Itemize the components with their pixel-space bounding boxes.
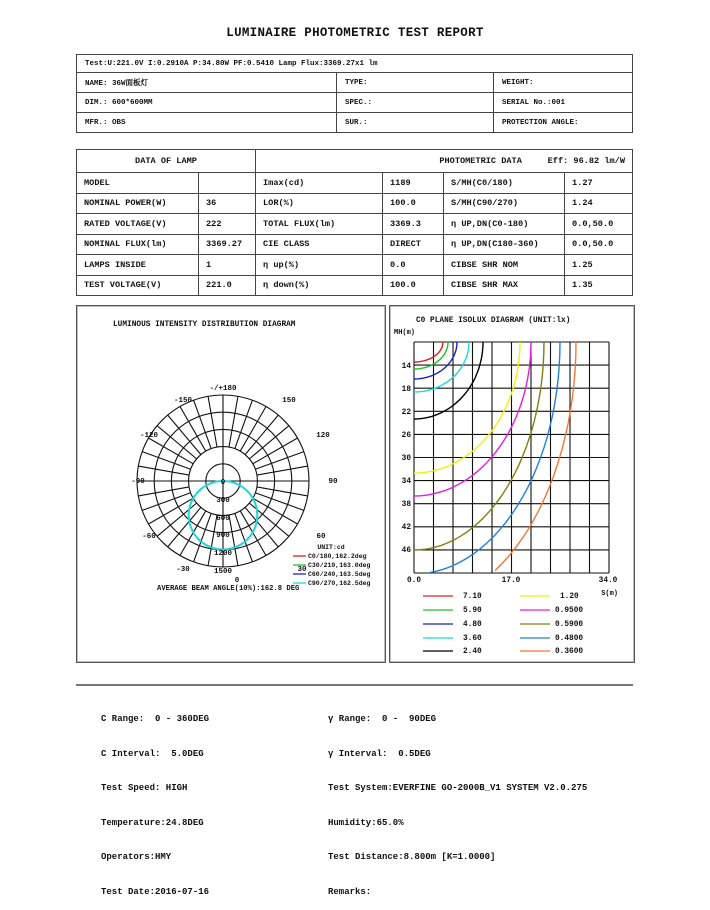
photometric-label: LOR(%) [256,193,383,214]
test-distance: Test Distance:8.800m [K=1.0000] [328,852,496,862]
polar-diagram-title: LUMINOUS INTENSITY DISTRIBUTION DIAGRAM [113,321,296,329]
y-tick: 42 [401,524,411,532]
isolux-panel [389,305,635,663]
photometric-value: 100.0 [383,193,444,214]
angle-label: 60 [316,533,326,541]
lamp-value [199,173,256,194]
legend-value: 0.5900 [555,621,584,629]
ring-label: 600 [216,515,230,523]
legend-value: 4.80 [463,621,482,629]
type-field: TYPE: [337,73,494,93]
lamp-value: 221.0 [199,275,256,296]
photometric-value: 0.0,50.0 [565,234,633,255]
table-row [77,275,633,296]
angle-label: -150 [173,397,193,405]
y-tick: 34 [401,478,411,486]
isolux-diagram-title: C0 PLANE ISOLUX DIAGRAM (UNIT:lx) [416,317,571,325]
legend-value: 0.3600 [555,648,584,656]
isolux-diagram [390,306,634,662]
gamma-range: γ Range: 0 - 90DEG [328,714,437,724]
temperature: Temperature:24.8DEG [101,817,204,828]
x-tick: 0.0 [406,577,422,585]
legend-label: C90/270,162.5deg [308,580,371,587]
photometric-value: 0.0,50.0 [565,214,633,235]
lamp-label: TEST VOLTAGE(V) [77,275,199,296]
footer-right [328,691,587,910]
ring-label: 900 [216,532,230,540]
lamp-label: RATED VOLTAGE(V) [77,214,199,235]
photometric-value: 0.0 [383,255,444,276]
y-tick: 14 [401,363,411,371]
name-field: NAME: 36W面板灯 [77,73,337,93]
photometric-value: 1189 [383,173,444,194]
photometric-label: η UP,DN(C180-360) [444,234,565,255]
legend-value: 2.40 [463,648,482,656]
angle-label: 90 [328,478,338,486]
photometric-value: 3369.3 [383,214,444,235]
legend-label: C60/240,163.5deg [308,571,371,578]
x-tick: 34.0 [598,577,618,585]
photometric-label: η up(%) [256,255,383,276]
photometric-value: 1.27 [565,173,633,194]
photometric-value: 1.25 [565,255,633,276]
y-tick: 26 [401,432,411,440]
c-interval: C Interval: 5.0DEG [101,748,204,759]
photometric-label: η UP,DN(C0-180) [444,214,565,235]
table-row [77,255,633,276]
ring-label: 1500 [213,568,233,576]
test-conditions: Test:U:221.0V I:0.2910A P:34.80W PF:0.5410 Lamp Flux:3369.27x1 lm [77,55,633,73]
y-tick: 18 [401,386,411,394]
photometric-value: 1.24 [565,193,633,214]
operators: Operators:HMY [101,852,172,862]
y-axis-label: MH(m) [394,329,416,337]
photometric-label: CIBSE SHR NOM [444,255,565,276]
legend-label: C0/180,162.2deg [308,553,367,560]
x-tick: 17.0 [501,577,521,585]
legend-value: 1.20 [560,593,579,601]
photometric-data-header: PHOTOMETRIC DATA Eff: 96.82 lm/W [256,150,633,173]
photometric-label: TOTAL FLUX(lm) [256,214,383,235]
angle-label: 150 [282,397,296,405]
footer-left [101,691,209,910]
photometric-label: CIE CLASS [256,234,383,255]
legend-value: 7.10 [463,593,482,601]
photometric-label: CIBSE SHR MAX [444,275,565,296]
photometric-label: S/MH(C90/270) [444,193,565,214]
luminous-intensity-panel [76,305,386,663]
photometric-value: 1.35 [565,275,633,296]
lamp-label: LAMPS INSIDE [77,255,199,276]
table-row [77,234,633,255]
y-tick: 46 [401,547,411,555]
photometric-label: S/MH(C0/180) [444,173,565,194]
test-speed: Test Speed: HIGH [101,783,188,793]
lamp-label: MODEL [77,173,199,194]
y-tick: 38 [401,501,411,509]
table-row [77,193,633,214]
x-axis-label: S(m) [601,590,618,598]
data-of-lamp-header: DATA OF LAMP [77,150,256,173]
polar-diagram [77,306,385,662]
angle-label: -30 [176,566,190,574]
report-title: LUMINAIRE PHOTOMETRIC TEST REPORT [226,26,484,40]
lamp-value: 36 [199,193,256,214]
c-range: C Range: 0 - 360DEG [101,714,210,724]
angle-label: 30 [297,566,307,574]
lamp-value: 222 [199,214,256,235]
lamp-label: NOMINAL POWER(W) [77,193,199,214]
remarks: Remarks: [328,886,372,897]
angle-label: -60 [142,533,156,541]
legend-value: 3.60 [463,635,482,643]
photometric-label: η down(%) [256,275,383,296]
angle-label: 0 [234,577,240,585]
ring-label: 0 [220,479,226,487]
mfr-field: MFR.: OBS [77,113,337,133]
legend-label: C30/210,163.0deg [308,562,371,569]
legend-value: 0.9500 [555,607,584,615]
legend-value: 0.4800 [555,635,584,643]
lamp-label: NOMINAL FLUX(lm) [77,234,199,255]
test-system: Test System:EVERFINE GO-2000B_V1 SYSTEM V2.0.275 [328,783,588,793]
angle-label: -120 [139,432,159,440]
test-date: Test Date:2016-07-16 [101,886,210,897]
weight-field: WEIGHT: [494,73,633,93]
lamp-value: 1 [199,255,256,276]
dim-field: DIM.: 600*600MM [77,93,337,113]
photometric-value: 100.0 [383,275,444,296]
sur-field: SUR.: [337,113,494,133]
table-row [77,214,633,235]
table-row [77,173,633,194]
humidity: Humidity:65.0% [328,817,404,828]
beam-angle-label: AVERAGE BEAM ANGLE(10%):162.8 DEG [157,585,300,593]
luminaire-info-table [76,54,633,133]
lamp-photometric-table [76,149,633,296]
angle-label: -90 [131,478,145,486]
angle-label: -/+180 [209,385,237,393]
legend-value: 5.90 [463,607,482,615]
photometric-value: DIRECT [383,234,444,255]
y-tick: 22 [401,409,411,417]
lamp-value: 3369.27 [199,234,256,255]
photometric-label: Imax(cd) [256,173,383,194]
protection-angle-field: PROTECTION ANGLE: [494,113,633,133]
ring-label: 300 [216,497,230,505]
footer-divider [76,684,633,686]
unit-label: UNIT:cd [317,544,345,551]
y-tick: 30 [401,455,411,463]
serial-field: SERIAL No.:001 [494,93,633,113]
spec-field: SPEC.: [337,93,494,113]
gamma-interval: γ Interval: 0.5DEG [328,748,431,759]
angle-label: 120 [316,432,330,440]
ring-label: 1200 [213,550,233,558]
